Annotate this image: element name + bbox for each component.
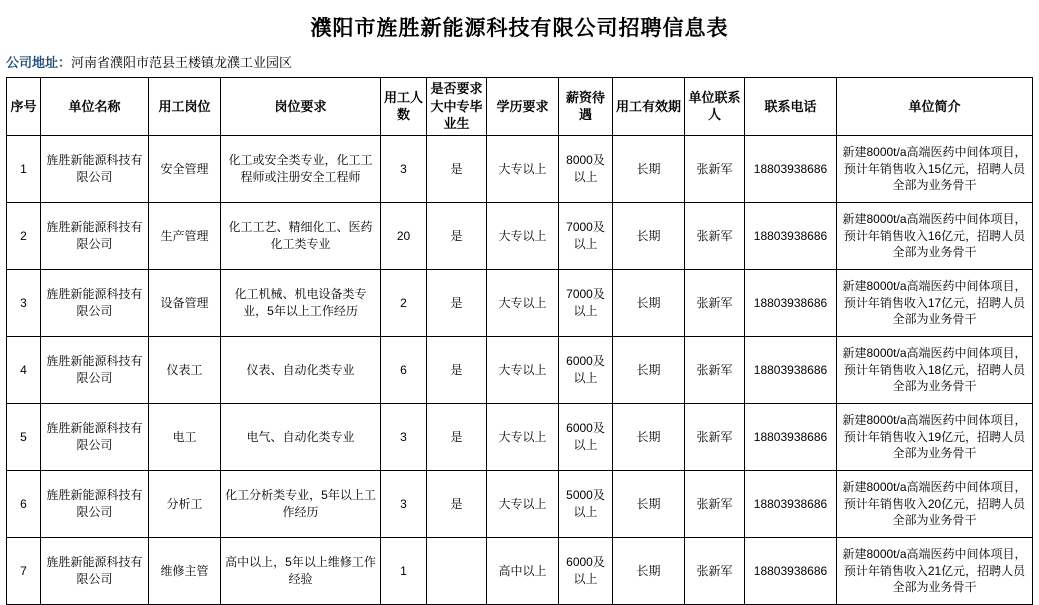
cell-education: 大专以上 xyxy=(487,470,559,537)
cell-education: 大专以上 xyxy=(487,269,559,336)
cell-post: 仪表工 xyxy=(149,336,221,403)
cell-company: 旌胜新能源科技有限公司 xyxy=(41,403,149,470)
table-row xyxy=(7,269,1033,336)
cell-count: 3 xyxy=(381,403,427,470)
cell-diploma: 是 xyxy=(427,403,487,470)
cell-contact: 张新军 xyxy=(685,202,745,269)
cell-salary: 7000及以上 xyxy=(559,202,613,269)
cell-salary: 8000及以上 xyxy=(559,135,613,202)
cell-count: 6 xyxy=(381,336,427,403)
cell-contact: 张新军 xyxy=(685,470,745,537)
cell-post: 电工 xyxy=(149,403,221,470)
cell-contact: 张新军 xyxy=(685,336,745,403)
column-header-phone: 联系电话 xyxy=(745,78,837,136)
cell-contact: 张新军 xyxy=(685,403,745,470)
cell-contact: 张新军 xyxy=(685,135,745,202)
table-row xyxy=(7,470,1033,537)
cell-intro: 新建8000t/a高端医药中间体项目，预计年销售收入19亿元，招聘人员全部为业务骨干 xyxy=(837,403,1033,470)
cell-salary: 7000及以上 xyxy=(559,269,613,336)
cell-count: 1 xyxy=(381,537,427,604)
cell-phone: 18803938686 xyxy=(745,336,837,403)
cell-phone: 18803938686 xyxy=(745,135,837,202)
column-header-education: 学历要求 xyxy=(487,78,559,136)
cell-requirement: 化工机械、机电设备类专业，5年以上工作经历 xyxy=(221,269,381,336)
cell-valid: 长期 xyxy=(613,269,685,336)
cell-phone: 18803938686 xyxy=(745,403,837,470)
cell-company: 旌胜新能源科技有限公司 xyxy=(41,202,149,269)
cell-company: 旌胜新能源科技有限公司 xyxy=(41,336,149,403)
table-row xyxy=(7,202,1033,269)
cell-index: 5 xyxy=(7,403,41,470)
cell-count: 20 xyxy=(381,202,427,269)
table-row xyxy=(7,537,1033,604)
cell-phone: 18803938686 xyxy=(745,269,837,336)
cell-valid: 长期 xyxy=(613,135,685,202)
cell-intro: 新建8000t/a高端医药中间体项目，预计年销售收入16亿元，招聘人员全部为业务骨干 xyxy=(837,202,1033,269)
cell-salary: 6000及以上 xyxy=(559,537,613,604)
cell-education: 大专以上 xyxy=(487,202,559,269)
cell-requirement: 化工分析类专业，5年以上工作经历 xyxy=(221,470,381,537)
cell-company: 旌胜新能源科技有限公司 xyxy=(41,269,149,336)
recruitment-table xyxy=(6,77,1033,605)
cell-phone: 18803938686 xyxy=(745,470,837,537)
cell-contact: 张新军 xyxy=(685,269,745,336)
cell-contact: 张新军 xyxy=(685,537,745,604)
cell-education: 大专以上 xyxy=(487,135,559,202)
table-row xyxy=(7,336,1033,403)
cell-company: 旌胜新能源科技有限公司 xyxy=(41,470,149,537)
cell-valid: 长期 xyxy=(613,202,685,269)
column-header-post: 用工岗位 xyxy=(149,78,221,136)
cell-company: 旌胜新能源科技有限公司 xyxy=(41,135,149,202)
cell-salary: 6000及以上 xyxy=(559,403,613,470)
column-header-intro: 单位简介 xyxy=(837,78,1033,136)
cell-index: 6 xyxy=(7,470,41,537)
cell-requirement: 电气、自动化类专业 xyxy=(221,403,381,470)
cell-diploma: 是 xyxy=(427,470,487,537)
page-title: 濮阳市旌胜新能源科技有限公司招聘信息表 xyxy=(310,17,729,40)
cell-phone: 18803938686 xyxy=(745,537,837,604)
cell-valid: 长期 xyxy=(613,336,685,403)
column-header-count: 用工人数 xyxy=(381,78,427,136)
cell-intro: 新建8000t/a高端医药中间体项目，预计年销售收入17亿元，招聘人员全部为业务骨干 xyxy=(837,269,1033,336)
cell-intro: 新建8000t/a高端医药中间体项目，预计年销售收入21亿元，招聘人员全部为业务骨干 xyxy=(837,537,1033,604)
cell-intro: 新建8000t/a高端医药中间体项目，预计年销售收入20亿元，招聘人员全部为业务骨干 xyxy=(837,470,1033,537)
cell-intro: 新建8000t/a高端医药中间体项目，预计年销售收入15亿元，招聘人员全部为业务骨干 xyxy=(837,135,1033,202)
cell-post: 分析工 xyxy=(149,470,221,537)
cell-diploma: 是 xyxy=(427,202,487,269)
cell-valid: 长期 xyxy=(613,470,685,537)
cell-count: 3 xyxy=(381,135,427,202)
table-row xyxy=(7,403,1033,470)
cell-index: 4 xyxy=(7,336,41,403)
cell-education: 大专以上 xyxy=(487,336,559,403)
company-address-value: 河南省濮阳市范县王楼镇龙濮工业园区 xyxy=(71,55,293,70)
cell-requirement: 仪表、自动化类专业 xyxy=(221,336,381,403)
cell-index: 1 xyxy=(7,135,41,202)
cell-diploma: 是 xyxy=(427,135,487,202)
cell-diploma: 是 xyxy=(427,336,487,403)
column-header-diploma: 是否要求大中专毕业生 xyxy=(427,78,487,136)
cell-index: 2 xyxy=(7,202,41,269)
cell-valid: 长期 xyxy=(613,537,685,604)
cell-salary: 6000及以上 xyxy=(559,336,613,403)
cell-company: 旌胜新能源科技有限公司 xyxy=(41,537,149,604)
cell-valid: 长期 xyxy=(613,403,685,470)
cell-requirement: 高中以上，5年以上维修工作经验 xyxy=(221,537,381,604)
cell-intro: 新建8000t/a高端医药中间体项目，预计年销售收入18亿元，招聘人员全部为业务骨干 xyxy=(837,336,1033,403)
cell-post: 生产管理 xyxy=(149,202,221,269)
cell-education: 大专以上 xyxy=(487,403,559,470)
table-row xyxy=(7,135,1033,202)
cell-count: 2 xyxy=(381,269,427,336)
table-header-row xyxy=(7,78,1033,136)
cell-diploma: 是 xyxy=(427,269,487,336)
cell-education: 高中以上 xyxy=(487,537,559,604)
company-address xyxy=(0,52,1039,77)
company-address-label: 公司地址： xyxy=(6,55,72,70)
column-header-contact: 单位联系人 xyxy=(685,78,745,136)
column-header-index: 序号 xyxy=(7,78,41,136)
column-header-valid: 用工有效期 xyxy=(613,78,685,136)
cell-phone: 18803938686 xyxy=(745,202,837,269)
cell-index: 3 xyxy=(7,269,41,336)
cell-diploma xyxy=(427,537,487,604)
cell-count: 3 xyxy=(381,470,427,537)
cell-requirement: 化工工艺、精细化工、医药化工类专业 xyxy=(221,202,381,269)
cell-post: 设备管理 xyxy=(149,269,221,336)
cell-post: 安全管理 xyxy=(149,135,221,202)
cell-post: 维修主管 xyxy=(149,537,221,604)
column-header-requirement: 岗位要求 xyxy=(221,78,381,136)
column-header-salary: 薪资待遇 xyxy=(559,78,613,136)
cell-index: 7 xyxy=(7,537,41,604)
column-header-company: 单位名称 xyxy=(41,78,149,136)
cell-salary: 5000及以上 xyxy=(559,470,613,537)
cell-requirement: 化工或安全类专业，化工工程师或注册安全工程师 xyxy=(221,135,381,202)
